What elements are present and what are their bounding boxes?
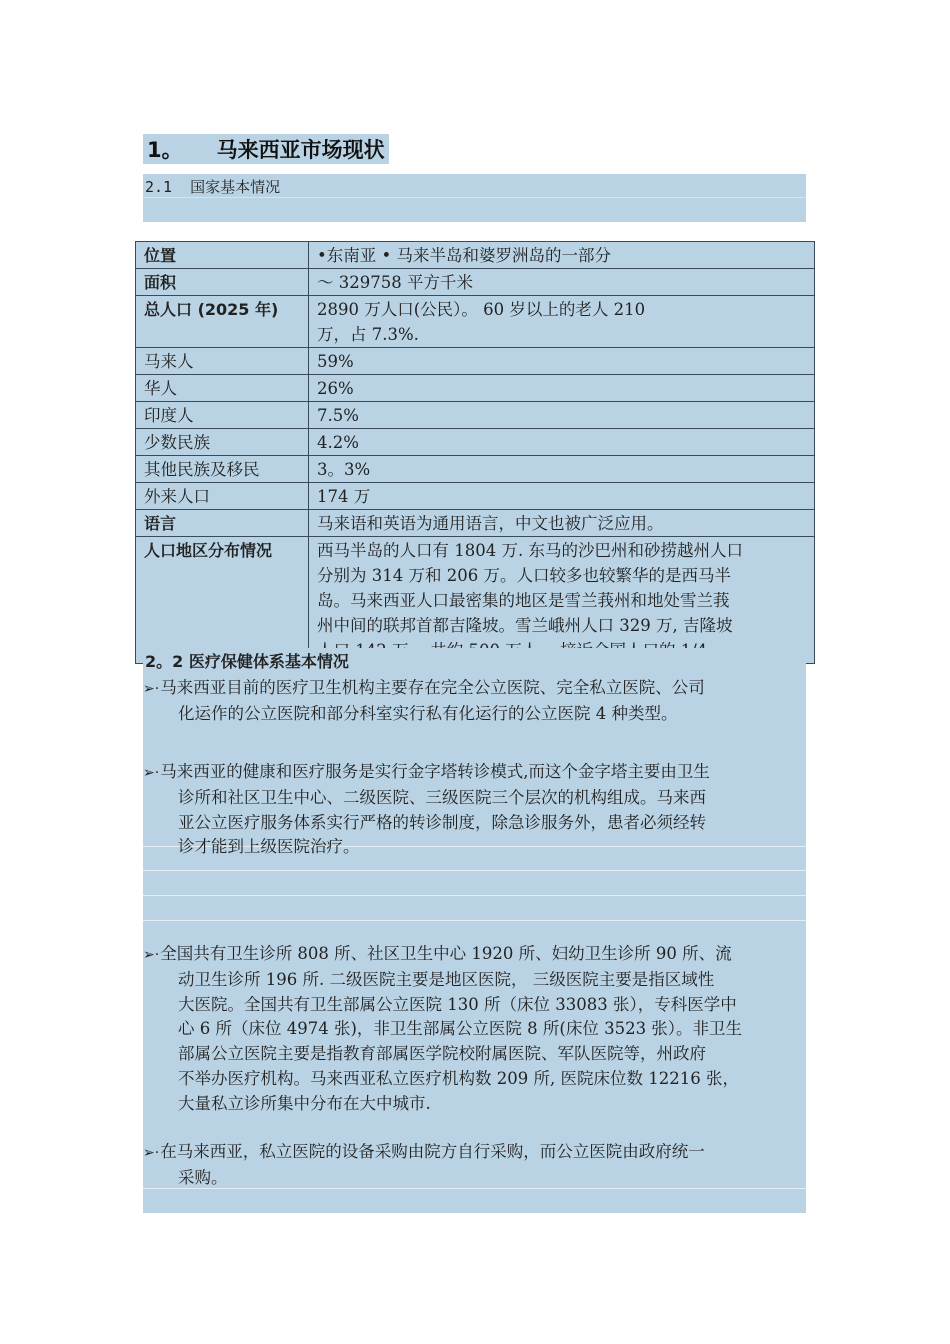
table-row [136, 429, 815, 456]
paragraph-line: 不举办医疗机构。马来西亚私立医疗机构数 209 所, 医院床位数 12216 张， [178, 1068, 739, 1088]
row-value-line: 59% [317, 352, 354, 371]
row-label: 总人口 (2025 年) [136, 296, 309, 348]
arrow-bullet-icon: ➢· [143, 947, 160, 963]
paragraph-text: 马来西亚目前的医疗卫生机构主要存在完全公立医院、完全私立医院、公司 [160, 678, 705, 697]
row-label: 华人 [136, 375, 309, 402]
table-row [136, 348, 815, 375]
paragraph-line: 动卫生诊所 196 所. 二级医院主要是地区医院， 三级医院主要是指区域性 [178, 969, 715, 989]
heading-2 [145, 176, 280, 198]
healthcare-section [143, 648, 806, 1213]
row-label: 其他民族及移民 [136, 456, 309, 483]
paragraph-line: 心 6 所（床位 4974 张)，非卫生部属公立医院 8 所(床位 3523 张）。非卫生 [178, 1019, 743, 1039]
row-value-line: 万，占 7.3%. [317, 325, 419, 344]
row-label: 外来人口 [136, 483, 309, 510]
row-value-line: •东南亚 • 马来半岛和婆罗洲岛的一部分 [317, 246, 611, 265]
row-value-line: ～ 329758 平方千米 [317, 273, 473, 292]
table-row [136, 242, 815, 269]
section-title: 2。2 医疗保健体系基本情况 [145, 652, 349, 671]
row-value-line: 174 万 [317, 487, 371, 506]
table-row [136, 537, 815, 664]
row-label: 语言 [136, 510, 309, 537]
table-row [136, 269, 815, 296]
arrow-bullet-icon: ➢· [143, 681, 160, 697]
row-value [309, 375, 815, 402]
heading-2-number: 2.1 [145, 178, 173, 196]
table-row [136, 456, 815, 483]
row-value [309, 456, 815, 483]
row-value [309, 402, 815, 429]
row-value-line: 4.2% [317, 433, 359, 452]
paragraph-first-line [143, 942, 806, 968]
arrow-bullet-icon: ➢· [143, 765, 160, 781]
table-row [136, 375, 815, 402]
paragraph-text: 全国共有卫生诊所 808 所、社区卫生中心 1920 所、妇幼卫生诊所 90 所、流 [160, 944, 732, 963]
row-label: 少数民族 [136, 429, 309, 456]
heading-2-band [143, 174, 806, 222]
row-value-line: 岛。马来西亚人口最密集的地区是雪兰莪州和地处雪兰莪 [317, 591, 730, 610]
bullet-paragraph [143, 942, 806, 1117]
paragraph-line: 亚公立医疗服务体系实行严格的转诊制度，除急诊服务外，患者必须经转 [178, 812, 706, 832]
paragraph-line: 大医院。全国共有卫生部属公立医院 130 所（床位 33083 张），专科医学中 [178, 994, 737, 1014]
paragraph-first-line [143, 676, 806, 702]
heading-1-title: 马来西亚市场现状 [216, 138, 385, 162]
row-value [309, 510, 815, 537]
paragraph-line: 化运作的公立医院和部分科室实行私有化运行的公立医院 4 种类型。 [178, 703, 678, 723]
row-label: 马来人 [136, 348, 309, 375]
table-row [136, 510, 815, 537]
bullet-paragraph [143, 1140, 806, 1191]
paragraph-first-line [143, 1140, 806, 1166]
paragraph-first-line [143, 760, 806, 786]
row-value-line: 西马半岛的人口有 1804 万. 东马的沙巴州和砂捞越州人口 [317, 541, 743, 560]
arrow-bullet-icon: ➢· [143, 1145, 160, 1161]
row-label: 人口地区分布情况 [136, 537, 309, 664]
table-row [136, 483, 815, 510]
row-value-line: 马来语和英语为通用语言，中文也被广泛应用。 [317, 514, 664, 533]
heading-2-title: 国家基本情况 [190, 178, 281, 196]
row-label: 印度人 [136, 402, 309, 429]
row-value [309, 296, 815, 348]
heading-1 [143, 134, 389, 164]
row-value [309, 537, 815, 664]
paragraph-text: 在马来西亚，私立医院的设备采购由院方自行采购，而公立医院由政府统一 [160, 1142, 705, 1161]
heading-1-number: 1。 [147, 138, 183, 162]
row-value-line: 3。3% [317, 460, 371, 479]
paragraph-line: 采购。 [178, 1167, 228, 1187]
row-label: 面积 [136, 269, 309, 296]
bullet-paragraph [143, 676, 806, 727]
table-row [136, 296, 815, 348]
row-value-line: 2890 万人口(公民）。 60 岁以上的老人 210 [317, 300, 646, 319]
paragraph-line: 大量私立诊所集中分布在大中城市. [178, 1093, 431, 1113]
row-label: 位置 [136, 242, 309, 269]
row-value [309, 429, 815, 456]
row-value [309, 242, 815, 269]
row-value [309, 483, 815, 510]
row-value-line: 分别为 314 万和 206 万。人口较多也较繁华的是西马半 [317, 566, 731, 585]
country-info-table [135, 241, 815, 664]
paragraph-line: 诊才能到上级医院治疗。 [178, 837, 360, 857]
table-row [136, 402, 815, 429]
paragraph-line: 诊所和社区卫生中心、二级医院、三级医院三个层次的机构组成。马来西 [178, 787, 706, 807]
paragraph-text: 马来西亚的健康和医疗服务是实行金字塔转诊模式,而这个金字塔主要由卫生 [160, 762, 710, 781]
row-value-line: 26% [317, 379, 354, 398]
paragraph-line: 部属公立医院主要是指教育部属医学院校附属医院、军队医院等，州政府 [178, 1044, 706, 1064]
row-value-line: 州中间的联邦首都吉隆坡。雪兰峨州人口 329 万, 吉隆坡 [317, 616, 733, 635]
row-value [309, 348, 815, 375]
bullet-paragraph [143, 760, 806, 860]
row-value-line: 7.5% [317, 406, 359, 425]
row-value [309, 269, 815, 296]
